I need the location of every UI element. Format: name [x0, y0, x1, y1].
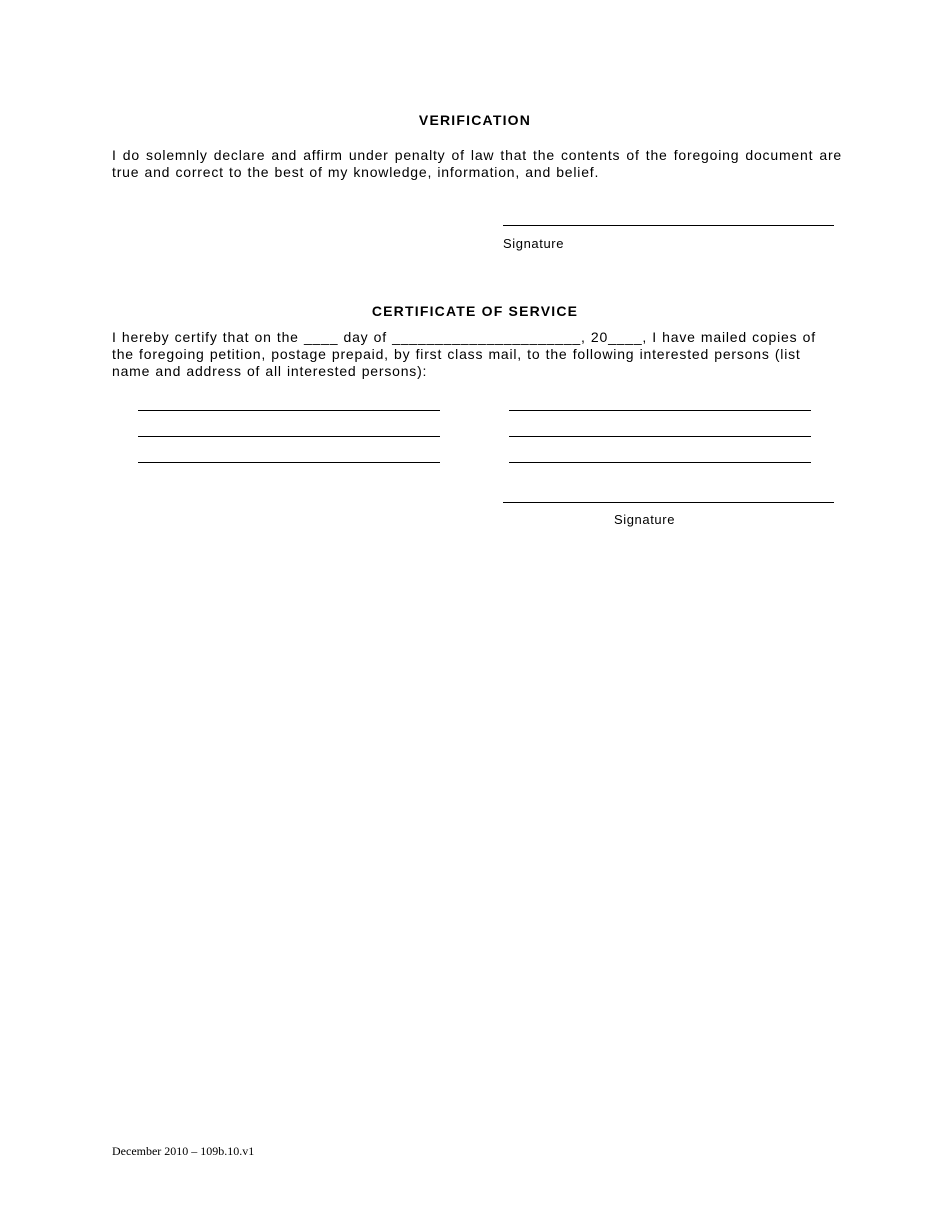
interested-person-line[interactable] — [138, 462, 440, 463]
interested-person-line[interactable] — [509, 410, 811, 411]
certificate-signature-line[interactable] — [503, 502, 834, 503]
certificate-signature-label: Signature — [613, 512, 676, 527]
verification-text: I do solemnly declare and affirm under penalty of law that the contents of the foregoing document are true and correct to the best of my knowledge, information, and belief. — [112, 147, 842, 180]
footer-form-id: December 2010 – 109b.10.v1 — [112, 1144, 255, 1158]
certificate-text: I hereby certify that on the ____ day of ______________________, 20____, I have mailed copies of the foregoing petition, postage prepaid, by first class mail, to the following interested persons (list name and address of all interested persons): — [112, 329, 816, 379]
verification-title: VERIFICATION — [418, 112, 532, 128]
interested-person-line[interactable] — [138, 436, 440, 437]
verification-signature-label: Signature — [503, 236, 565, 251]
interested-person-line[interactable] — [138, 410, 440, 411]
certificate-title: CERTIFICATE OF SERVICE — [371, 303, 579, 319]
interested-person-line[interactable] — [509, 462, 811, 463]
interested-person-line[interactable] — [509, 436, 811, 437]
verification-signature-line[interactable] — [503, 225, 834, 226]
